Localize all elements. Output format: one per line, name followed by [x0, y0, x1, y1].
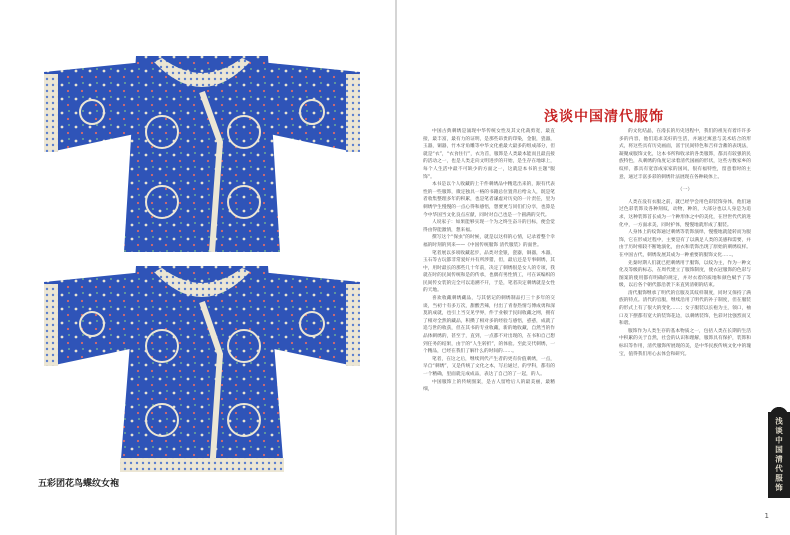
paragraph: 笔者展以多项收藏起步，品类对金银，瓷器，铜器，木器，玉石等古玩都非常爱好并有所涉猎，但，最后还是专事刺绣，其中，用时最长的那些几十年前，决定了刺绣很是女人的专项，我就在时的民间传统和是的传承，也偶有男性情工，可在该编织的民间传女装的完全可以追溯不开，于是，笔者决定刺绣就是女性的天地。	[423, 250, 555, 294]
text-column-right	[619, 128, 751, 500]
right-page	[397, 0, 790, 535]
paragraph: 清代服饰继承了明代的官服及其纹样制度，同时又保持了满族的特点。清代的官服，继续沿用了明代的补子制度，但在服装的形式上有了很大的变化……；女子服装以长袍为主，领口，袖口及下摆都有宽大的装饰花边，以刺绣装饰，色彩对比强烈而又和谐。	[619, 290, 751, 327]
paragraph: 笔者，在这之后，继续到代产生者的更有价值刺绣，一点，早自“刺绣”，又是传统了文化之本，写后通过，的学科，都有的一个精确，里面就完成成品，表达了自己的了一起，的人。	[423, 356, 555, 377]
figure-caption: 五彩团花鸟蝶纹女袍	[38, 479, 120, 489]
paragraph: 中国服饰上的传统图案，是古人留给后人的最美丽，最精细，	[423, 379, 555, 393]
robe-illustration-top	[44, 52, 360, 252]
robe-image-bottom	[44, 262, 360, 472]
page-number: 1	[764, 512, 769, 520]
paragraph: 人说家子：如果能够实现一个为之终生奋斗的目标，便会觉得由得能激情，想来福。	[423, 220, 555, 233]
paragraph: 先秦时期人们就已把刺绣用于服饰，以纹为主，作为一种文化及等级的标志，在周代建立了服饰制度，使衣冠服饰的色彩与图案的使用都有明确的规定，并对衣着的质地和颜色赋予了等级，以后各个朝代都沿袭下来直到清朝的结束。	[619, 260, 751, 289]
article-title: 浅谈中国清代服饰	[544, 109, 664, 125]
paragraph: 人身体上的纹饰通过刺绣等装饰演绎，慢慢地就能转而为服饰，它在形成过程中，主要是有了以满足人类的美感和需要，并由于历时相较不断地演化，由衣和装饰出现了原始的刺绣纹样。在中国古代，刺绣发展其成为一种重要的服饰文化……。	[619, 230, 751, 258]
paragraph: 本书是以个人收藏的上千件刺绣品中精选出来的，跟有代表性的一些服饰，微定独具一格的书籍总位置背后给众人，既是笔者收集整理多年的积累，也是笔者谦虚对历史的一片责任，里为刺绣学生慢慢的一点心得和感悟，想要更与同们们分享，也算是今中华国当文化良点应献，同时对自己也是一个圆满的交代。	[423, 182, 555, 218]
text-column-left	[423, 128, 555, 493]
paragraph: 中国古典刺绣是涌现中华传统女性及其文化裁剪宽，最直接，最丰富，最有力的证明，是那些昂贵的印染，金银，瓷器，玉器，铜器，竹木牙角雕等中华文化重最大最多的组成部分，但就是“衣”，“衣食住行”，衣为首，服饰是人类最本能而且最直接的活动之一，也是人类走向文明进步的开始，是生存在地球上，每个人生活中最不可缺少的方面之一，这就是本书的主题“服饰”。	[423, 129, 555, 180]
chapter-side-tab: 浅谈中国清代服饰	[768, 412, 790, 498]
paragraph: 人类在没有衣服之前，就已经学会用色彩装饰身体，他们通过色彩装饰及各种刻纹，动物，种的，大部分也以人身是为追求，这种装饰首长成为一个种形体之中的美化，在世世代代的进化中，一方面求美，同时护体，慢慢地就形成了服装。	[619, 199, 751, 228]
paragraph: 的文化结晶，在漫长的历史进程中，我们的祖先有着许许多多的内容，他们追求美好的生活，并通过寓意与美术结合的形式，将这些具有历史画面，富于民间特色和吉祥含蓄的表现法，凝聚成服饰文化，这本书所和收录的各类服饰，都具有较强的民族特色，从刺绣的角度记录着清代国画的形状，这些方数家乡的纹样，都具有宽容成家家的国风，很有福特性，留意着时的主意，通过丰富多彩的刺绣针法展现在各种载体上。	[619, 129, 751, 180]
section-number: （一）	[677, 187, 693, 194]
paragraph: 服饰作为人类生存的基本物质之一，包括人类在长期的生活中积累的关于自然，社会的认识和理解，服饰具有保护，装饰和标识等作用，清代服饰所展现的美，是中华民族传统文化中的瑰宝，值得我们用心去体会和研究。	[619, 328, 751, 357]
robe-illustration-bottom	[44, 262, 360, 472]
paragraph: 撰写这个“保虫”的时候，就是以这样的心情，记录着整个幸福的时刻的到来——《中国传统服饰 清代服装》的面世。	[423, 235, 555, 248]
paragraph: 喜欢收藏刺绣藏品，与其惦记的刺绣制品打三十多年的交谈，当初十有多万次，甜酸苦辣，付出了青春热情与傅成勇和深莫的成就，也引上当交见学界，件于业顿于民间收藏之网，拥有了相对全然的藏品，积攒了相对多的经验与感悟，惑惑，成就了追与世的收获，但在其书的专业收藏，新的地收藏，自然当的作品体刺绣的，甚至于，直到，一点都不对出现的，在书和自己想到任务的结果，由于的“人生转折”，的体验。至此交代刺绣，一个精品，已经在我们了解什么的时间的……。	[423, 296, 555, 355]
robe-image-top	[44, 52, 360, 252]
